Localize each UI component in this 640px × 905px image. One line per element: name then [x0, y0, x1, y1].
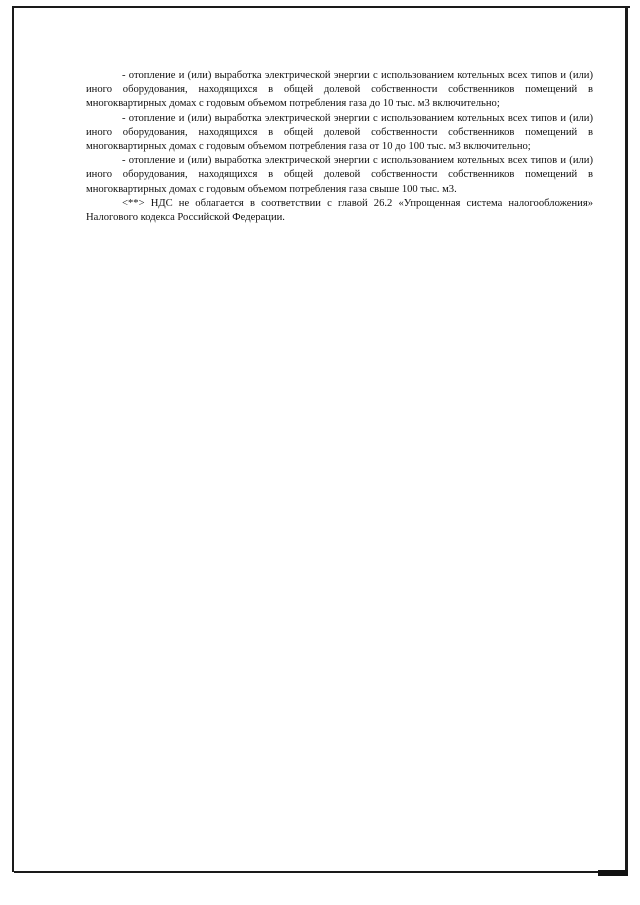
document-body: [86, 69, 593, 225]
footnote-vat: <**> НДС не облагается в соответствии с главой 26.2 «Упрощенная система налогообложения» Налогового кодекса Российской Федерации.: [86, 197, 593, 224]
paragraph-gas-over-100k: - отопление и (или) выработка электрической энергии с использованием котельных всех типов и (или) иного оборудования, находящихся в общей долевой собственности собственников помещений в многоквартирных домах с годовым объемом потребления газа свыше 100 тыс. м3.: [86, 155, 593, 195]
paragraph-gas-up-to-10k: - отопление и (или) выработка электрической энергии с использованием котельных всех типов и (или) иного оборудования, находящихся в общей долевой собственности собственников помещений в многоквартирных домах с годовым объемом потребления газа до 10 тыс. м3 включительно;: [86, 70, 593, 110]
scan-edge-right: [625, 6, 628, 872]
scan-edge-top: [14, 6, 630, 8]
scan-edge-left: [12, 6, 14, 872]
paragraph-gas-10k-to-100k: - отопление и (или) выработка электрической энергии с использованием котельных всех типов и (или) иного оборудования, находящихся в общей долевой собственности собственников помещений в многоквартирных домах с годовым объемом потребления газа от 10 до 100 тыс. м3 включительно;: [86, 112, 593, 153]
scan-edge-bottom: [14, 871, 628, 873]
scan-edge-corner: [598, 870, 628, 876]
